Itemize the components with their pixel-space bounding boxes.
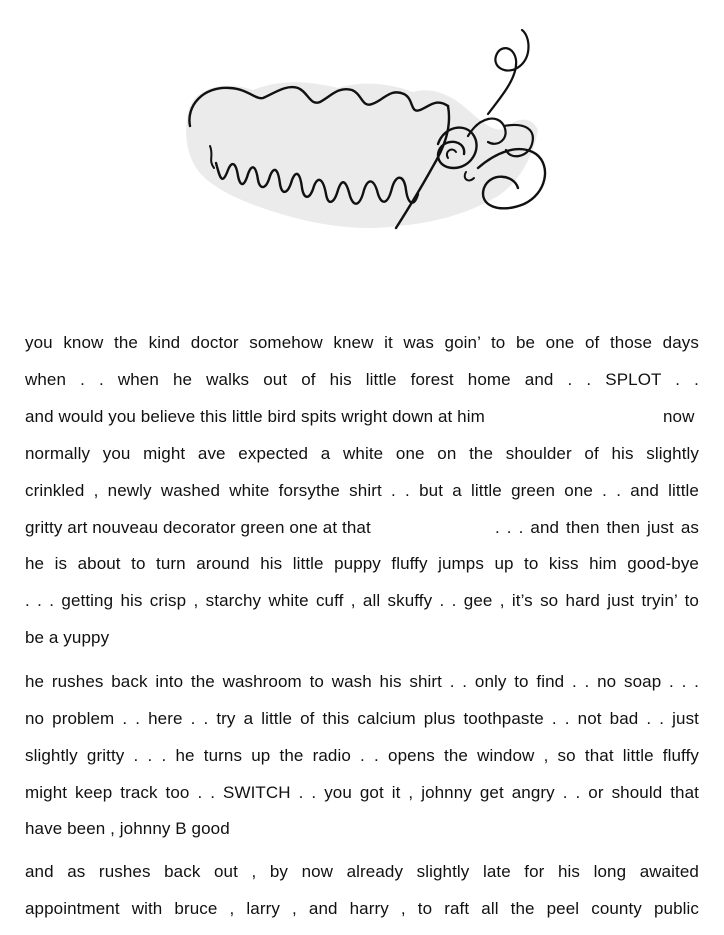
text-line: he is about to turn around his little puppy fluffy jumps up to kiss him good-bye [25, 554, 699, 573]
text-line: no problem . . here . . try a little of this calcium plus toothpaste . . not bad . . just [25, 709, 699, 728]
text-line-fragment: . . . and then then just as [495, 518, 699, 537]
text-line-fragment: now [663, 407, 695, 426]
text-line: gritty art nouveau decorator green one at that [25, 518, 371, 537]
text-line: have been , johnny B good [25, 819, 230, 838]
doodle-bird-illustration [148, 18, 588, 248]
text-line: and as rushes back out , by now already slightly late for his long awaited [25, 862, 699, 881]
text-line: might keep track too . . SWITCH . . you got it , johnny get angry . . or should that [25, 783, 699, 802]
text-line: slightly gritty . . . he turns up the radio . . opens the window , so that little fluffy [25, 746, 699, 765]
text-line: he rushes back into the washroom to wash his shirt . . only to find . . no soap . . . [25, 672, 699, 691]
text-line: you know the kind doctor somehow knew it was goin’ to be one of those days [25, 333, 699, 352]
text-line: . . . getting his crisp , starchy white cuff , all skuffy . . gee , it’s so hard just tryin’ to [25, 591, 699, 610]
text-line: crinkled , newly washed white forsythe shirt . . but a little green one . . and little [25, 481, 699, 500]
doodle-bird-icon [148, 18, 588, 248]
text-line: normally you might ave expected a white one on the shoulder of his slightly [25, 444, 699, 463]
text-line: when . . when he walks out of his little forest home and . . SPLOT . . [25, 370, 699, 389]
text-line: appointment with bruce , larry , and harry , to raft all the peel county public [25, 899, 699, 918]
text-line: and would you believe this little bird spits wright down at him [25, 407, 485, 426]
text-line: be a yuppy [25, 628, 110, 647]
doodle-shading [186, 82, 538, 228]
